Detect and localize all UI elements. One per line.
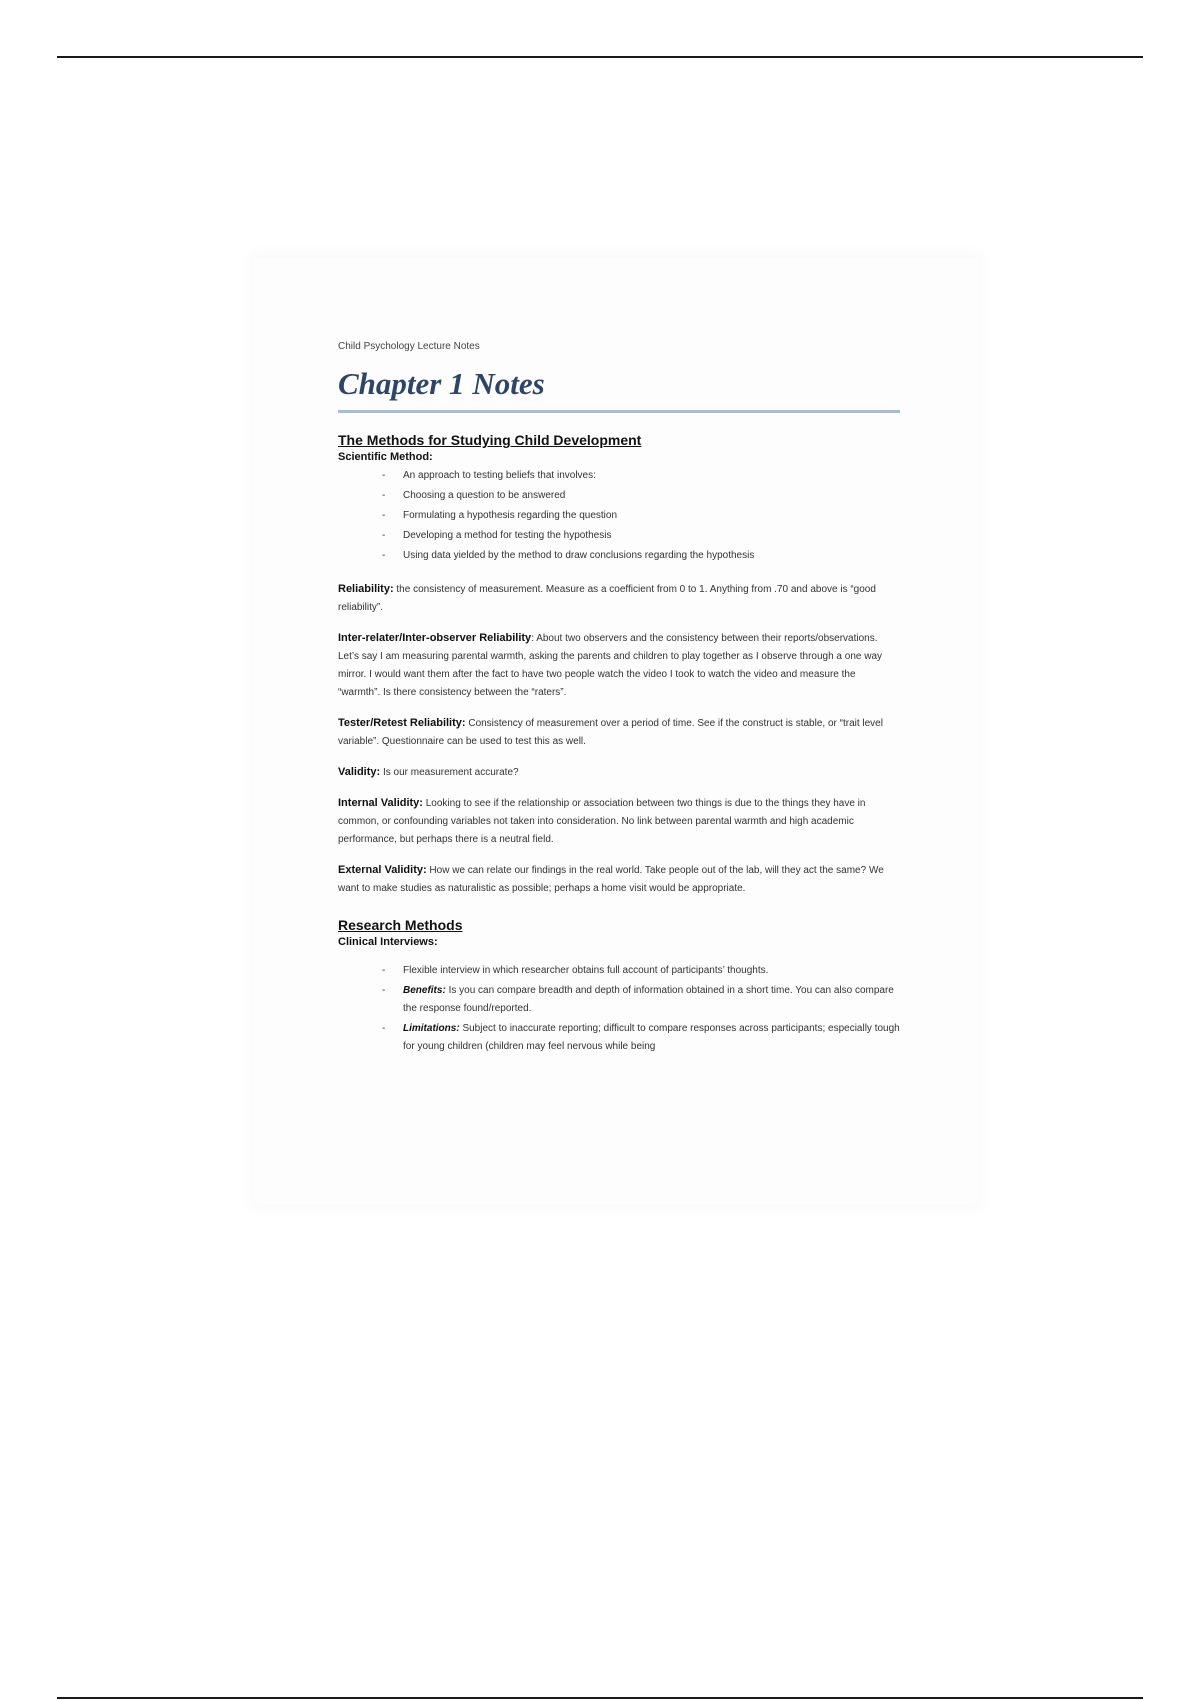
- dash-marker: -: [382, 510, 386, 521]
- term: Benefits:: [403, 985, 446, 996]
- section-heading-methods: The Methods for Studying Child Development: [338, 432, 642, 448]
- term: Inter-relater/Inter-observer Reliability: [338, 632, 532, 644]
- list-item-text: An approach to testing beliefs that involves:: [403, 470, 596, 481]
- running-header: Child Psychology Lecture Notes: [338, 341, 480, 352]
- dash-marker: -: [382, 470, 386, 481]
- list-item: [382, 486, 900, 506]
- list-item: [382, 1020, 900, 1056]
- term: Internal Validity:: [338, 797, 423, 809]
- definition-text: : About two observers and the consistency between their reports/observations. Let’s say I am measuring parental warmth, asking the parents and children to play together as I observe through a one way mirror. I would want them after the fact to have two people watch the video I took to watch the video and measure the “warmth”. Is there consistency between the “raters”.: [338, 633, 883, 698]
- definition-text: the consistency of measurement. Measure as a coefficient from 0 to 1. Anything from .70 and above is “good reliability”.: [338, 584, 876, 613]
- definition-reliability: [338, 580, 900, 617]
- definition-inter-observer: [338, 629, 900, 702]
- list-item-text: Is you can compare breadth and depth of information obtained in a short time. You can also compare the response found/reported.: [403, 985, 894, 1014]
- term: Validity:: [338, 766, 381, 778]
- definition-text: Consistency of measurement over a period of time. See if the construct is stable, or “trait level variable”. Questionnaire can be used to test this as well.: [338, 718, 883, 747]
- term: Reliability:: [338, 583, 394, 595]
- title-underline: [338, 410, 900, 413]
- list-item: [382, 506, 900, 526]
- top-rule: [57, 56, 1143, 58]
- list-item-text: Subject to inaccurate reporting; difficult to compare responses across participants; especially tough for young children (children may feel nervous while being: [403, 1023, 900, 1052]
- dash-marker: -: [382, 985, 386, 996]
- clinical-interviews-list: [338, 962, 900, 1056]
- scientific-method-list: [338, 466, 900, 566]
- list-item-text: Developing a method for testing the hypothesis: [403, 530, 612, 541]
- definition-external-validity: [338, 861, 900, 898]
- term: External Validity:: [338, 864, 427, 876]
- list-item: [382, 962, 900, 980]
- definition-text: Looking to see if the relationship or association between two things is due to the things they have in common, or confounding variables not taken into consideration. No link between parental warmth and high academic performance, but perhaps there is a neutral field.: [338, 798, 866, 845]
- list-item: [382, 466, 900, 486]
- page-title: Chapter 1 Notes: [338, 366, 545, 401]
- section-heading-research-methods: Research Methods: [338, 917, 463, 933]
- term: Limitations:: [403, 1023, 460, 1034]
- list-item-text: Flexible interview in which researcher obtains full account of participants’ thoughts.: [403, 965, 769, 976]
- document-page: [338, 340, 900, 1058]
- list-item-text: Formulating a hypothesis regarding the question: [403, 510, 618, 521]
- dash-marker: -: [382, 490, 386, 501]
- dash-marker: -: [382, 965, 386, 976]
- list-item: [382, 526, 900, 546]
- dash-marker: -: [382, 530, 386, 541]
- list-item-text: Using data yielded by the method to draw conclusions regarding the hypothesis: [403, 550, 755, 561]
- term: Tester/Retest Reliability:: [338, 717, 466, 729]
- definition-internal-validity: [338, 794, 900, 849]
- list-item-text: Choosing a question to be answered: [403, 490, 566, 501]
- definition-validity: [338, 763, 900, 782]
- definition-text: How we can relate our findings in the real world. Take people out of the lab, will they act the same? We want to make studies as naturalistic as possible; perhaps a home visit would be appropriate.: [338, 865, 884, 894]
- dash-marker: -: [382, 1023, 386, 1034]
- subheading-clinical-interviews: Clinical Interviews:: [338, 936, 438, 948]
- list-item: [382, 546, 900, 566]
- subheading-scientific-method: Scientific Method:: [338, 451, 433, 463]
- list-item: [382, 982, 900, 1018]
- definition-test-retest: [338, 714, 900, 751]
- definition-text: Is our measurement accurate?: [380, 767, 519, 778]
- dash-marker: -: [382, 550, 386, 561]
- bottom-rule: [57, 1697, 1143, 1699]
